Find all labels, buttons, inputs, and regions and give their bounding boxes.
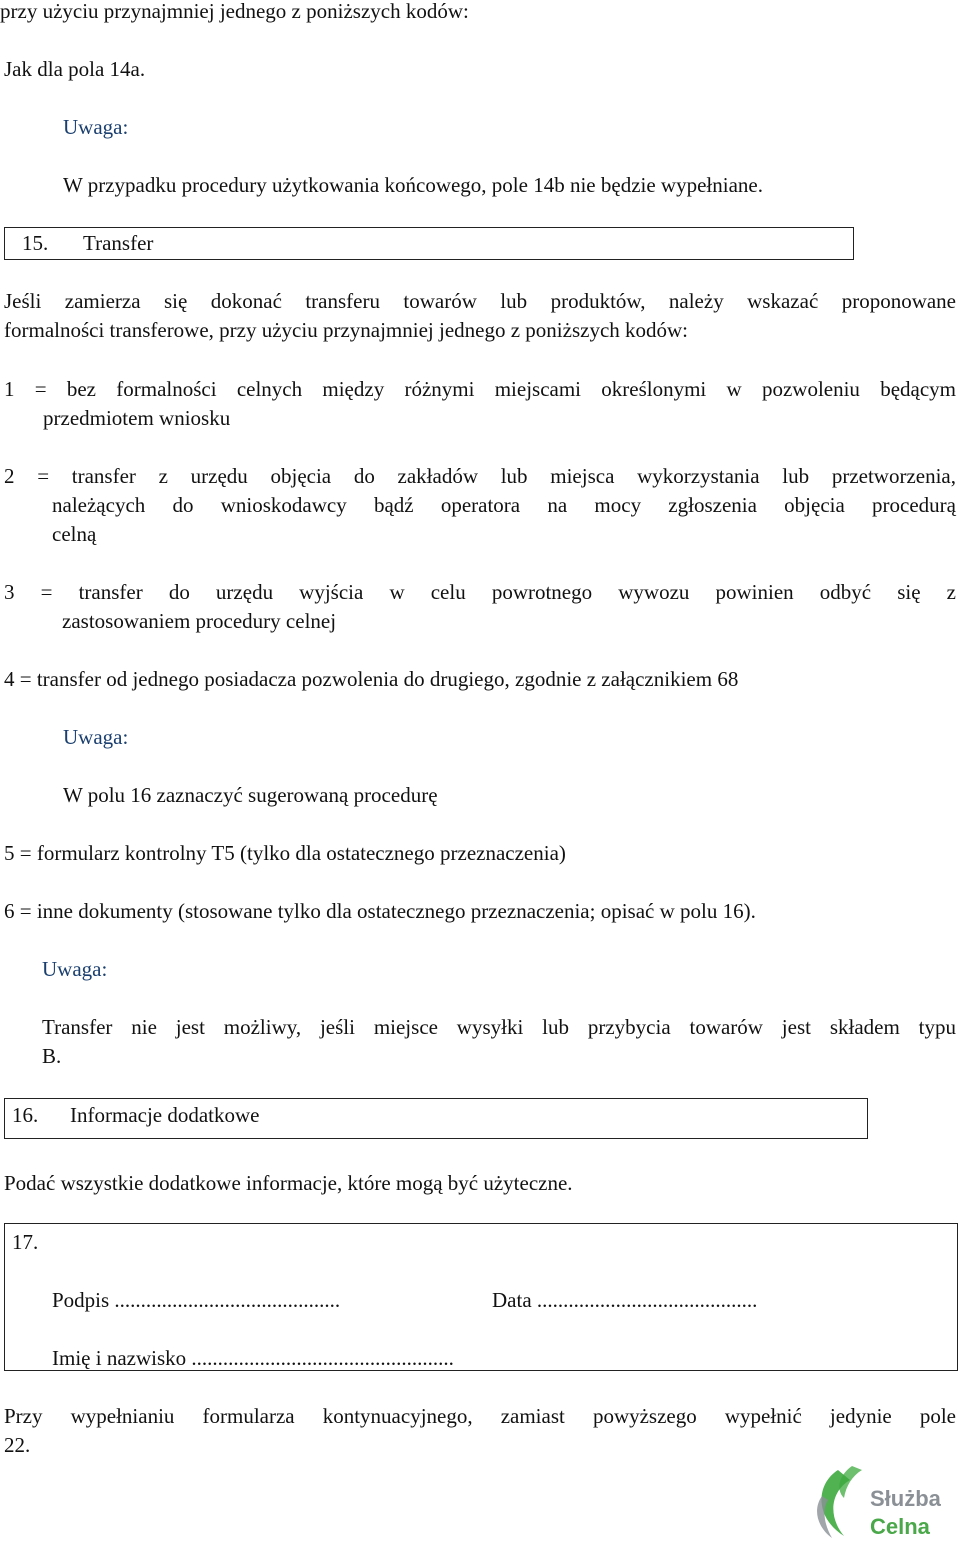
code-3-line-1: 3 = transfer do urzędu wyjścia w celu powrotnego wywozu powinien odbyć się z [4,580,956,604]
section-16-text: Podać wszystkie dodatkowe informacje, które mogą być użyteczne. [4,1171,573,1195]
sluzba-celna-logo [808,1462,960,1541]
section-15-paragraph-line-1: Jeśli zamierza się dokonać transferu towarów lub produktów, należy wskazać proponowane [4,289,956,313]
note-6-line-2: B. [42,1044,62,1068]
code-4-line-1: 4 = transfer od jednego posiadacza pozwolenia do drugiego, zgodnie z załącznikiem 68 [4,667,739,691]
note-text: W przypadku procedury użytkowania końcowego, pole 14b nie będzie wypełniane. [63,173,763,197]
section-15-title: Transfer [83,231,154,255]
note-6-line-1: Transfer nie jest możliwy, jeśli miejsce wysyłki lub przybycia towarów jest składem typu [42,1015,956,1039]
intro-line-2: Jak dla pola 14a. [4,57,146,81]
logo-mark-icon [808,1462,960,1541]
code-3-line-2: zastosowaniem procedury celnej [62,609,337,633]
code-6-line-1: 6 = inne dokumenty (stosowane tylko dla ostatecznego przeznaczenia; opisać w polu 16). [4,899,756,923]
footer-line-1: Przy wypełnianiu formularza kontynuacyjnego, zamiast powyższego wypełnić jedynie pole [4,1404,956,1428]
section-16-title: Informacje dodatkowe [70,1103,260,1127]
note-6-label: Uwaga: [42,957,108,981]
code-1-line-1: 1 = bez formalności celnych między różnymi miejscami określonymi w pozwoleniu będącym [4,377,956,401]
section-15-paragraph-line-2: formalności transferowe, przy użyciu przynajmniej jednego z poniższych kodów: [4,318,689,342]
section-15-number: 15. [22,231,49,255]
code-1-line-2: przedmiotem wniosku [43,406,231,430]
code-2-line-1: 2 = transfer z urzędu objęcia do zakładów lub miejsca wykorzystania lub przetworzenia, [4,464,956,488]
signature-field: Podpis ........................................... [52,1288,341,1312]
code-2-line-3: celną [52,522,97,546]
section-17-box [4,1223,958,1371]
name-field: Imię i nazwisko .................................................. [52,1346,454,1370]
note-4-text: W polu 16 zaznaczyć sugerowaną procedurę [63,783,438,807]
section-15-header [4,227,854,260]
intro-line-1: przy użyciu przynajmniej jednego z poniższych kodów: [0,0,469,23]
footer-line-2: 22. [4,1433,31,1457]
logo-word-1: Służba [870,1486,941,1511]
logo-word-2: Celna [870,1514,930,1539]
code-5-line-1: 5 = formularz kontrolny T5 (tylko dla ostatecznego przeznaczenia) [4,841,566,865]
code-2-line-2: należących do wnioskodawcy bądź operatora na mocy zgłoszenia objęcia procedurą [52,493,956,517]
section-17-number: 17. [12,1230,39,1254]
note-4-label: Uwaga: [63,725,129,749]
date-field: Data .......................................... [492,1288,758,1312]
note-label: Uwaga: [63,115,129,139]
section-16-header [4,1098,868,1139]
section-16-number: 16. [12,1103,39,1127]
